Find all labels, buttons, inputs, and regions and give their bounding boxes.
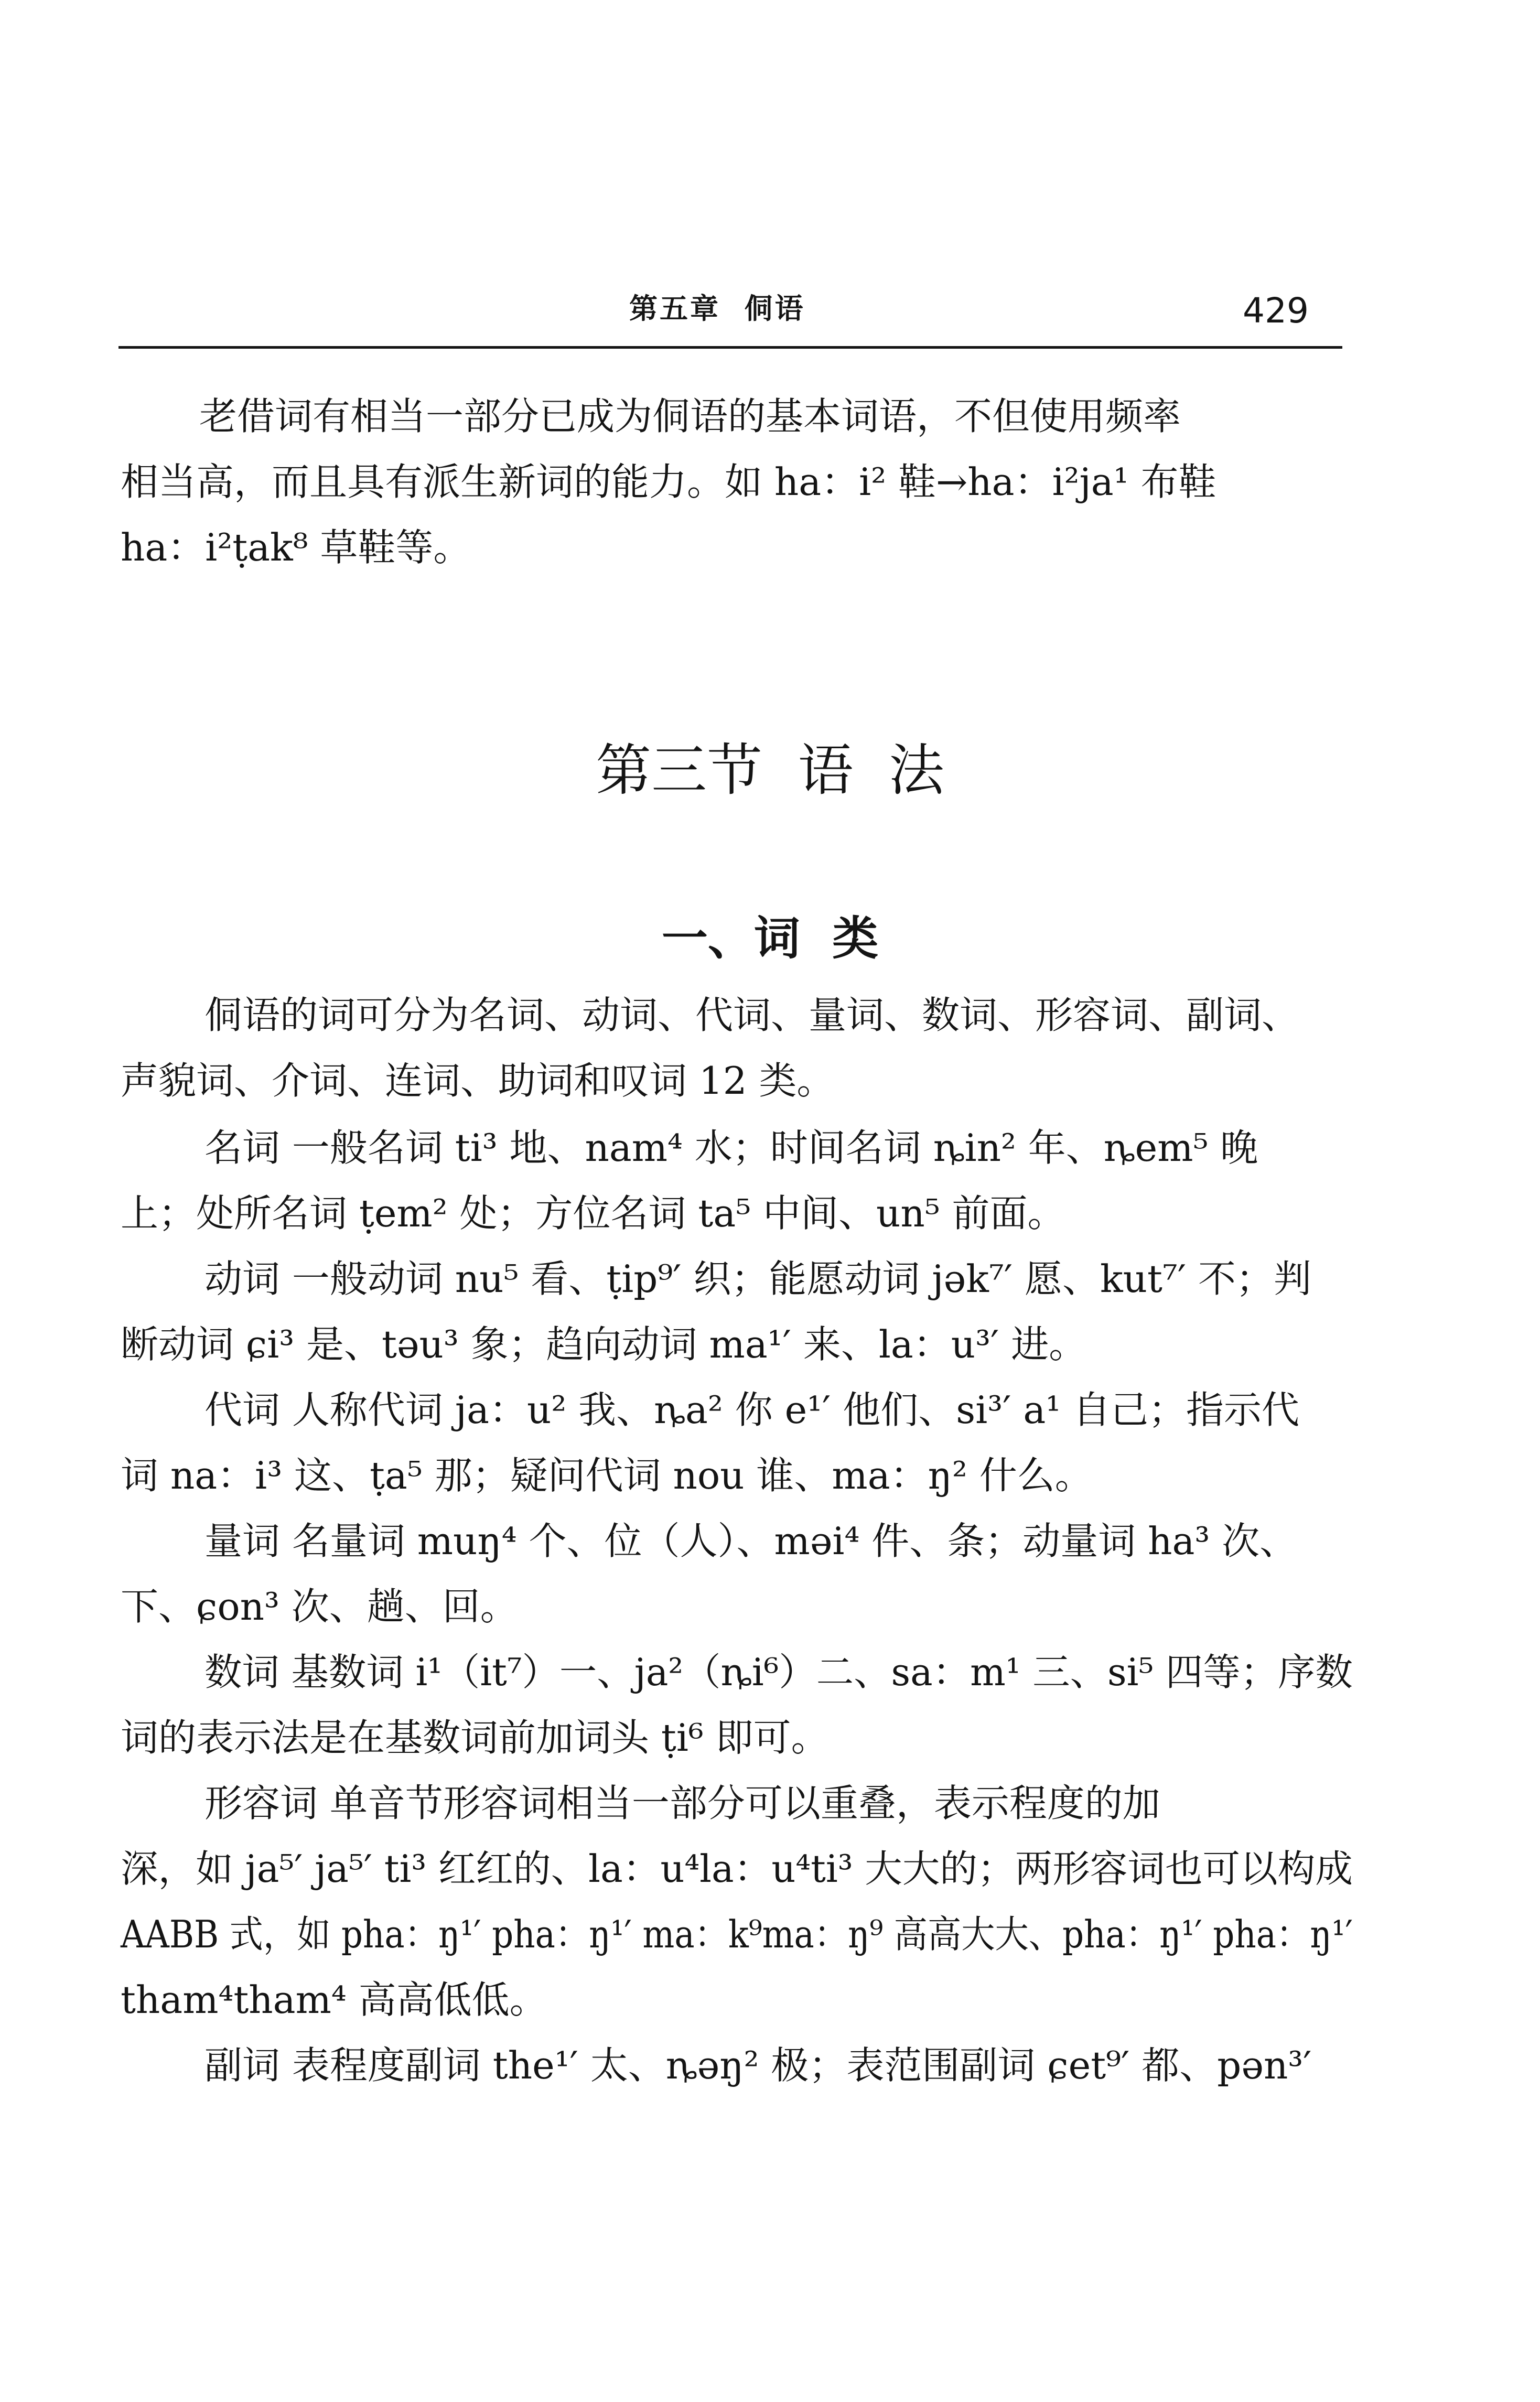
text-line: ha：i²ṭak⁸ 草鞋等。 [121, 525, 471, 569]
text-line: AABB 式，如 pha：ŋ¹′ pha：ŋ¹′ ma：k⁹ma：ŋ⁹ 高高大大、pha：ŋ¹′ pha：ŋ¹′ [121, 1912, 1353, 1956]
text-line: 声貌词、介词、连词、助词和叹词 12 类。 [121, 1059, 835, 1103]
page-number: 429 [1243, 290, 1309, 331]
text-line: 数词 基数词 i¹（it⁷）一、ja²（ȵi⁶）二、sa：m¹ 三、si⁵ 四等；序数 [204, 1650, 1353, 1694]
text-line: 断动词 ɕi³ 是、təu³ 象；趋向动词 ma¹′ 来、la：u³′ 进。 [121, 1322, 1087, 1366]
text-line: 下、ɕon³ 次、趟、回。 [121, 1585, 518, 1629]
text-line: 老借词有相当一部分已成为侗语的基本词语，不但使用频率 [199, 394, 1181, 438]
subsection-title: 一、词 类 [661, 911, 879, 965]
text-line: 上；处所名词 ṭem² 处；方位名词 ta⁵ 中间、un⁵ 前面。 [121, 1191, 1065, 1235]
text-line: 量词 名量词 muŋ⁴ 个、位（人）、məi⁴ 件、条；动量词 ha³ 次、 [204, 1519, 1298, 1563]
text-line: 副词 表程度副词 the¹′ 太、ȵəŋ² 极；表范围副词 ɕet⁹′ 都、pən³′ [204, 2043, 1312, 2087]
text-line: 侗语的词可分为名词、动词、代词、量词、数词、形容词、副词、 [204, 993, 1300, 1037]
running-head: 第五章 侗语 [629, 292, 805, 325]
text-line: 相当高，而且具有派生新词的能力。如 ha：i² 鞋→ha：i²ja¹ 布鞋 [121, 460, 1216, 504]
text-line: tham⁴tham⁴ 高高低低。 [121, 1978, 547, 2022]
section-title: 第三节 语 法 [596, 738, 944, 803]
text-line: 词 na：i³ 这、ṭa⁵ 那；疑问代词 nou 谁、ma：ŋ² 什么。 [121, 1453, 1093, 1498]
text-line: 代词 人称代词 ja：u² 我、ȵa² 你 e¹′ 他们、si³′ a¹ 自己；指示代 [204, 1388, 1300, 1432]
text-line: 形容词 单音节形容词相当一部分可以重叠，表示程度的加 [204, 1781, 1160, 1825]
text-line: 深，如 ja⁵′ ja⁵′ ti³ 红红的、la：u⁴la：u⁴ti³ 大大的；两形容词也可以构成 [121, 1847, 1353, 1891]
text-line: 词的表示法是在基数词前加词头 ṭi⁶ 即可。 [121, 1716, 829, 1760]
header-rule [119, 346, 1342, 349]
text-line: 动词 一般动词 nu⁵ 看、ṭip⁹′ 织；能愿动词 jək⁷′ 愿、kut⁷′ 不；判 [204, 1257, 1311, 1301]
text-line: 名词 一般名词 ti³ 地、nam⁴ 水；时间名词 ȵin² 年、ȵem⁵ 晚 [204, 1126, 1258, 1170]
